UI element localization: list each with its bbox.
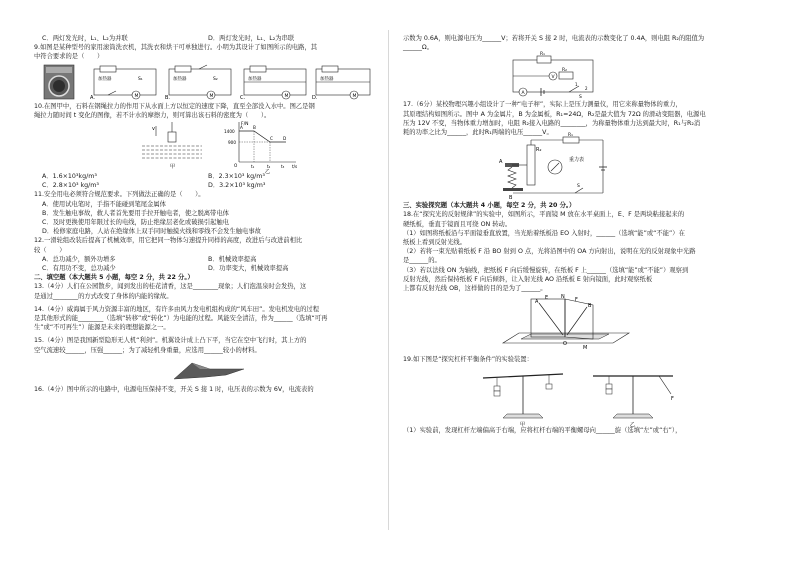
svg-text:M: M <box>284 93 289 99</box>
q13-line-2: 是通过________的方式改变了身体的内能的缘故。 <box>34 292 173 300</box>
q8-option-c: C．两灯发光时，L₁、L₂为并联 <box>42 35 128 42</box>
q19-stem: 19.如下图是“探究杠杆平衡条件”的实验装置： <box>403 356 533 364</box>
s2-label: S₂ <box>213 76 218 82</box>
q18-part-2-line-2: 是______的。 <box>403 257 441 265</box>
q18-figure <box>403 293 759 355</box>
q16-circuit-diagram <box>403 52 759 100</box>
section-3-heading: 三、实验探究题（本大题共 4 小题，每空 2 分，共 20 分。） <box>403 202 576 210</box>
q17-line-4: 耗的功率之比为______，此时R₁两端的电压______V。 <box>403 129 553 137</box>
q10-option-b: B．2.3×10³ kg/m³ <box>208 173 265 181</box>
ray-b-label: B <box>588 303 592 310</box>
q14-line-1: 14.（4分）威海属于风力资源丰富的地区，有许多由风力发电机组构成的“风车田”。发电机发电的过程 <box>34 305 320 313</box>
heater-label: 加热器 <box>320 76 334 82</box>
normal-n-label: N <box>561 294 565 301</box>
q10-option-d: D．3.2×10³ kg/m³ <box>208 182 266 190</box>
q9-label-b: B. <box>165 94 171 101</box>
q10-option-a: A．1.6×10³kg/m³ <box>42 173 97 181</box>
svg-text:M: M <box>352 93 357 99</box>
contact-2-label: 2 <box>585 86 588 92</box>
q11-option-a: A．使用试电笔时，手指不能碰到笔尾金属体 <box>42 200 166 208</box>
q10-options-row-1 <box>34 172 374 181</box>
q10-figure-yi <box>224 121 297 175</box>
s1-label: S₁ <box>138 76 143 82</box>
q12-line-1: 12.一滑轮组改装后提高了机械效率，用它把同一物体匀速提升同样的高度，改进后与改进前相比 <box>34 237 303 245</box>
switch-label: S <box>579 95 582 101</box>
light-reflection-diagram <box>403 293 759 355</box>
q12-option-d: D．功率变大，机械效率提高 <box>208 265 289 273</box>
q9-circuit-c <box>244 66 306 99</box>
section-2-heading: 二、填空题（本大题共 5 小题，每空 2 分，共 22 分。） <box>34 274 194 282</box>
q18-part-3-line-1: （3）若以法线 ON 为轴线，把纸板 F 向后缓慢旋转，在纸板 F 上______（选填“能”或“不能”）观察到 <box>403 266 689 274</box>
q14-line-2: 是其他形式的能________（选填“转移”或“转化”）为电能的过程。风能安全清洁，作为______（选填“可再 <box>34 315 328 323</box>
left-column <box>34 34 374 394</box>
point-o-label: O <box>563 341 567 348</box>
contact-1-label: 1 <box>575 82 578 88</box>
q9-figure <box>34 62 374 102</box>
q11-option-b: B．发生触电事故，救人者首先要用手拉开触电者，使之脱离带电体 <box>42 209 229 217</box>
point-b-label: B <box>253 125 256 131</box>
point-d-label: D <box>283 136 287 142</box>
board-e-label: E <box>545 295 549 302</box>
q10-figure-jia <box>142 122 202 170</box>
r2-label: R₂ <box>562 68 567 74</box>
q11-option-c: C．及时更换使用年限过长的电线，防止绝缘层老化或破损引起触电 <box>42 219 230 227</box>
q11-option-d: D．检修家庭电路，人站在绝缘体上双手同时触摸火线和零线不会发生触电事故 <box>42 228 261 236</box>
q16-line-2: 示数为 0.6A，则电源电压为______V；若将开关 S 接 2 时，电流表的示数变化了 0.4A，则电阻 R₂的阻值为 <box>403 35 705 42</box>
r1-label: R₁ <box>568 133 573 139</box>
point-c-label: C <box>270 136 273 142</box>
svg-text:M: M <box>134 93 139 99</box>
q9-circuit-d <box>316 66 370 99</box>
r2-label: R₂ <box>536 147 542 154</box>
q15-line-1: 15.（4分）图是我国新型隐形无人机“利剑”。机翼设计成上凸下平，当它在空中飞行时，其上方的 <box>34 337 307 345</box>
gravity-meter-label: 重力表 <box>569 157 585 164</box>
q10-line-1: 10.在图甲中，石料在钢绳拉力的作用下从水面上方以恒定的速度下降，直至全部没入水中。图乙是钢 <box>34 102 315 110</box>
q10-diagram <box>34 120 374 176</box>
q19-figure <box>403 364 759 429</box>
q17-line-1: 17.（6分）某校物理兴趣小组设计了一种“电子秤”，实际上是压力测量仪，用它来称量物体的重力， <box>403 101 682 109</box>
q16-line-3: ______Ω。 <box>403 44 433 52</box>
t2-label: t₂ <box>267 164 271 170</box>
q18-part-1-line-1: （1）如图将纸板沿与平面镜垂直放置，当光贴着纸板沿 EO 入射时，______（选填“能”或“不能”）在 <box>403 229 685 237</box>
q9-circuit-b <box>169 65 231 99</box>
q11-stem: 11.安全用电必须符合规范要求。下列做法正确的是（ ）。 <box>34 191 205 199</box>
q10-line-2: 绳拉力随时间 t 变化的图像，若不计水的摩擦力，则可算出该石料的密度为（ ）。 <box>34 111 271 119</box>
plate-a-label: A <box>499 159 503 166</box>
right-column <box>403 34 759 436</box>
q18-part-3-line-3: 上都有反射光线 OB，这样做的目的是为了______。 <box>403 285 547 293</box>
washing-machine-image <box>44 65 74 99</box>
q19-part-1: （1）实验前，发现杠杆左端偏高于右端，应将杠杆右端的平衡螺母向______旋（选填“左”或“右”）， <box>403 427 682 435</box>
tick-900: 900 <box>228 140 236 146</box>
caption-jia: 甲 <box>520 422 526 429</box>
heater-label: 加热器 <box>173 76 187 82</box>
q17-line-2: 其原理结构如图所示。图中 A 为金属片，B 为金属板，R₁=24Ω，R₂是最大值为 72Ω 的滑动变阻器，电源电 <box>403 110 706 118</box>
heater-label: 加热器 <box>98 76 112 82</box>
q18-part-1-line-2: 纸板上看到反射光线。 <box>403 239 466 247</box>
board-f-label: F <box>575 297 578 304</box>
q16-line-1: 16.（4分）图中所示的电路中，电源电压保持不变，开关 S 接 1 时，电压表的示数为 6V，电流表的 <box>34 385 314 393</box>
velocity-label: v <box>152 126 155 133</box>
voltmeter-label: V <box>551 75 555 81</box>
q12-options-row-2 <box>34 264 374 273</box>
q12-options-row-1 <box>34 255 374 264</box>
q10-options-row-2 <box>34 181 374 190</box>
mirror-label: M <box>583 345 588 352</box>
lever-jia <box>483 374 563 428</box>
q12-line-2: 较（ ） <box>34 246 66 254</box>
q14-line-3: 生”或“不可再生”）能源是未来的理想能源之一。 <box>34 324 170 332</box>
ray-a-label: A <box>535 299 539 306</box>
lever-balance-diagram <box>403 364 759 429</box>
force-axis-label: F/N <box>241 122 249 128</box>
q10-option-c: C．2.8×10³ kg/m³ <box>42 182 99 190</box>
plate-b-label: B <box>509 195 513 202</box>
r1-label: R₁ <box>540 52 545 58</box>
q9-line-1: 9.如图是某种型号的家用滚筒洗衣机，其洗衣和烘干可单独进行。小明为其设计了如图所示的电路，其 <box>34 44 318 52</box>
q8-options <box>34 34 374 43</box>
tick-1400: 1400 <box>224 129 235 135</box>
ammeter-label: A <box>521 91 525 97</box>
q9-line-2: 中符合要求的是（ ） <box>34 53 104 61</box>
caption-jia: 甲 <box>170 164 176 171</box>
stealth-drone-image <box>34 355 374 385</box>
q18-line-2: 硬纸板，垂直于镜面且可绕 ON 转动。 <box>403 220 512 228</box>
q12-option-c: C．有用功不变，总功减少 <box>42 265 116 273</box>
q15-line-2: 空气流速较______，压强______；为了减轻机身重量，应选用______较小的材料。 <box>34 346 261 354</box>
q18-line-1: 18.在“探究光的反射规律”的实验中，如图所示，平面镜 M 放在水平桌面上，E、F 是两块粘接起来的 <box>403 211 685 219</box>
q9-label-a: A. <box>90 94 95 101</box>
q9-circuit-a <box>94 66 156 99</box>
lever-yi <box>593 376 674 428</box>
q15-figure <box>34 355 374 385</box>
q16-figure <box>403 52 759 100</box>
q18-part-3-line-2: 反射光线，然后保持纸板 F 向后倾斜，让入射光线 AO 沿纸板 E 射向镜面，此时观察纸板 <box>403 275 653 283</box>
origin-label: O <box>234 163 238 169</box>
caption-yi: 乙 <box>630 422 636 429</box>
svg-text:M: M <box>209 93 214 99</box>
q9-circuits-diagram <box>34 62 374 102</box>
point-a-label: A <box>240 125 243 131</box>
q18-part-2-line-1: （2）若将一束光贴着纸板 F 沿 BO 射到 O 点，光将沿图中的 OA 方向射出，说明在光的反射现象中光路 <box>403 248 696 256</box>
q17-line-3: 压为 12V 不变，当物体重力增加时，电阻 R₂接入电路的________，为称量物体重力达到最大时，R₁与R₂消 <box>403 119 701 127</box>
q12-option-b: B．机械效率提高 <box>208 255 257 263</box>
t1-label: t₁ <box>251 164 255 170</box>
q12-option-a: A．总功减少，额外功增多 <box>42 255 116 263</box>
q9-label-d: D. <box>312 94 318 101</box>
heater-label: 加热器 <box>248 76 262 82</box>
q9-label-c: C. <box>240 94 246 101</box>
q13-line-1: 13.（4分）人们在公园散步，闻到发出的桂花清香，这是________现象；人们泡温泉时会发热，这 <box>34 283 307 291</box>
column-divider <box>388 30 389 530</box>
time-axis-label: t/s <box>292 164 298 170</box>
q8-option-d: D．两灯发光时，L₁、L₂为串联 <box>208 35 295 42</box>
t3-label: t₃ <box>281 164 285 170</box>
force-f-label: F <box>671 396 674 403</box>
switch-label: S <box>577 184 580 190</box>
caption-yi: 乙 <box>265 169 271 176</box>
q10-figure <box>34 120 374 176</box>
